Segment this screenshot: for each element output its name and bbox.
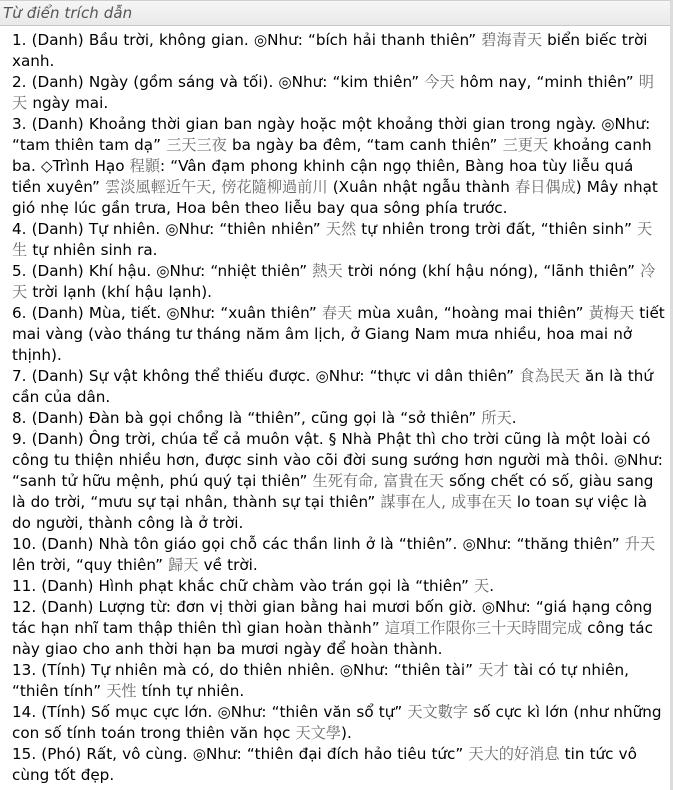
definition-text: 1. (Danh) Bầu trời, không gian. ◎Như: “bích hải thanh thiên” [12, 31, 482, 49]
han-characters: 冷天 [12, 262, 656, 301]
definition-entry [12, 72, 667, 114]
definition-text: 12. (Danh) Lượng từ: đơn vị thời gian bằng hai mươi bốn giờ. ◎Như: “giá hạng công tác hạn nhĩ tam thập thiên thì gian hoàn thành” [12, 598, 653, 637]
definition-text: trời lạnh (khí hậu lạnh). [27, 283, 212, 301]
han-characters: 天文學 [295, 724, 342, 742]
han-characters: 天生 [12, 220, 653, 259]
han-characters: 三更天 [502, 136, 549, 154]
definition-text: hôm nay, “minh thiên” [454, 73, 639, 91]
definition-text: 9. (Danh) Ông trời, chúa tể cả muôn vật. § Nhà Phật thì cho trời cũng là một loài có công tu thiện nhiều hơn, được sinh vào cõi đời sung sướng hơn người mà thôi. ◎Như: “sanh tử hữu mệnh, phú quý tại thiên” [12, 430, 663, 490]
definition-entry [12, 408, 667, 429]
definition-entry [12, 576, 667, 597]
definition-text: 15. (Phó) Rất, vô cùng. ◎Như: “thiên đại đích hảo tiêu tức” [12, 745, 469, 763]
definition-text: biển biếc trời xanh. [12, 31, 648, 70]
han-characters: 歸天 [168, 556, 199, 574]
han-characters: 碧海青天 [481, 31, 543, 49]
han-characters: 三天三夜 [166, 136, 227, 154]
definition-text: ăn là thứ cần của dân. [12, 367, 653, 406]
definition-text: 8. (Danh) Đàn bà gọi chồng là “thiên”, cũng gọi là “sở thiên” [12, 409, 482, 427]
definition-list [0, 26, 673, 786]
definition-text: 2. (Danh) Ngày (gồm sáng và tối). ◎Như: “kim thiên” [12, 73, 425, 91]
definition-text: (Xuân nhật ngẫu thành [327, 178, 515, 196]
han-characters: 天大的好消息 [468, 745, 560, 763]
han-characters: 程顥 [129, 157, 160, 175]
definition-text: tự nhiên trong trời đất, “thiên sinh” [356, 220, 637, 238]
han-characters: 所天 [481, 409, 512, 427]
definition-text: ngày mai. [27, 94, 109, 112]
han-characters: 謀事在人, 成事在天 [380, 493, 512, 511]
definition-entry [12, 366, 667, 408]
han-characters: 熱天 [312, 262, 343, 280]
definition-entry [12, 114, 667, 219]
definition-entry [12, 660, 667, 702]
definition-text: 7. (Danh) Sự vật không thể thiếu được. ◎Như: “thực vi dân thiên” [12, 367, 520, 385]
han-characters: 生死有命, 富貴在天 [312, 472, 444, 490]
definition-entry [12, 597, 667, 660]
definition-text: sống chết có số, giàu sang là do trời, “mưu sự tại nhân, thành sự tại thiên” [12, 472, 654, 511]
definition-text: công tác này giao cho anh thời hạn ba mươi ngày để hoàn thành. [12, 619, 653, 658]
definition-text: 6. (Danh) Mùa, tiết. ◎Như: “xuân thiên” [12, 304, 322, 322]
definition-entry [12, 744, 667, 786]
definition-text: lo toan sự việc là do người, thành công là ở trời. [12, 493, 648, 532]
definition-text: tự nhiên sinh ra. [27, 241, 158, 259]
definition-entry [12, 30, 667, 72]
definition-text: trời nóng (khí hậu nóng), “lãnh thiên” [342, 262, 641, 280]
section-header [0, 0, 673, 26]
han-characters: 天 [474, 577, 490, 595]
definition-text: lên trời, “quy thiên” [12, 556, 169, 574]
han-characters: 春天 [321, 304, 353, 322]
definition-text: về trời. [198, 556, 258, 574]
han-characters: 春日偶成 [515, 178, 576, 196]
definition-text: mùa xuân, “hoàng mai thiên” [352, 304, 589, 322]
han-characters: 天性 [106, 682, 137, 700]
definition-entry [12, 219, 667, 261]
definition-text: 10. (Danh) Nhà tôn giáo gọi chỗ các thần linh ở là “thiên”. ◎Như: “thăng thiên” [12, 535, 625, 553]
definition-text: : “Vân đạm phong khinh cận ngọ thiên, Bàng hoa tùy liễu quá tiền xuyên” [12, 157, 634, 196]
han-characters: 天然 [325, 220, 357, 238]
definition-entry [12, 702, 667, 744]
definition-text: tiết mai vàng (vào tháng tư tháng năm âm lịch, ở Giang Nam mưa nhiều, hoa mai nở thịnh). [12, 304, 665, 364]
han-characters: 天文數字 [407, 703, 469, 721]
definition-text: 3. (Danh) Khoảng thời gian ban ngày hoặc một khoảng thời gian trong ngày. ◎Như: “tam thiên tam dạ” [12, 115, 651, 154]
definition-text: 11. (Danh) Hình phạt khắc chữ chàm vào trán gọi là “thiên” [12, 577, 475, 595]
definition-text: ba ngày ba đêm, “tam canh thiên” [226, 136, 503, 154]
definition-text: số cực kì lớn (như những con số tính toán trong thiên văn học [12, 703, 662, 742]
han-characters: 雲淡風輕近午天, 傍花隨柳過前川 [105, 178, 328, 196]
han-characters: 天才 [478, 661, 509, 679]
definition-text: . [511, 409, 517, 427]
definition-entry [12, 303, 667, 366]
definition-text: tính tự nhiên. [136, 682, 245, 700]
section-title: Từ điển trích dẫn [3, 4, 133, 22]
definition-text: tài có tự nhiên, “thiên tính” [12, 661, 629, 700]
han-characters: 今天 [424, 73, 455, 91]
definition-entry [12, 534, 667, 576]
han-characters: 明天 [12, 73, 654, 112]
definition-entry [12, 429, 667, 534]
han-characters: 食為民天 [519, 367, 580, 385]
han-characters: 黃梅天 [588, 304, 635, 322]
definition-entry [12, 261, 667, 303]
definition-text: . [489, 577, 495, 595]
definition-text: ). [341, 724, 352, 742]
definition-text: 14. (Tính) Số mục cực lớn. ◎Như: “thiên văn sổ tự” [12, 703, 408, 721]
definition-text: ) Mây nhạt gió nhẹ lúc gần trưa, Hoa bên theo liễu bay qua sông phía trước. [12, 178, 658, 217]
definition-text: tin tức vô cùng tốt đẹp. [12, 745, 637, 784]
han-characters: 這項工作限你三十天時間完成 [384, 619, 583, 637]
definition-text: khoảng canh ba. ◇Trình Hạo [12, 136, 652, 175]
han-characters: 升天 [624, 535, 656, 553]
definition-text: 4. (Danh) Tự nhiên. ◎Như: “thiên nhiên” [12, 220, 326, 238]
definition-text: 13. (Tính) Tự nhiên mà có, do thiên nhiên. ◎Như: “thiên tài” [12, 661, 479, 679]
definition-text: 5. (Danh) Khí hậu. ◎Như: “nhiệt thiên” [12, 262, 313, 280]
